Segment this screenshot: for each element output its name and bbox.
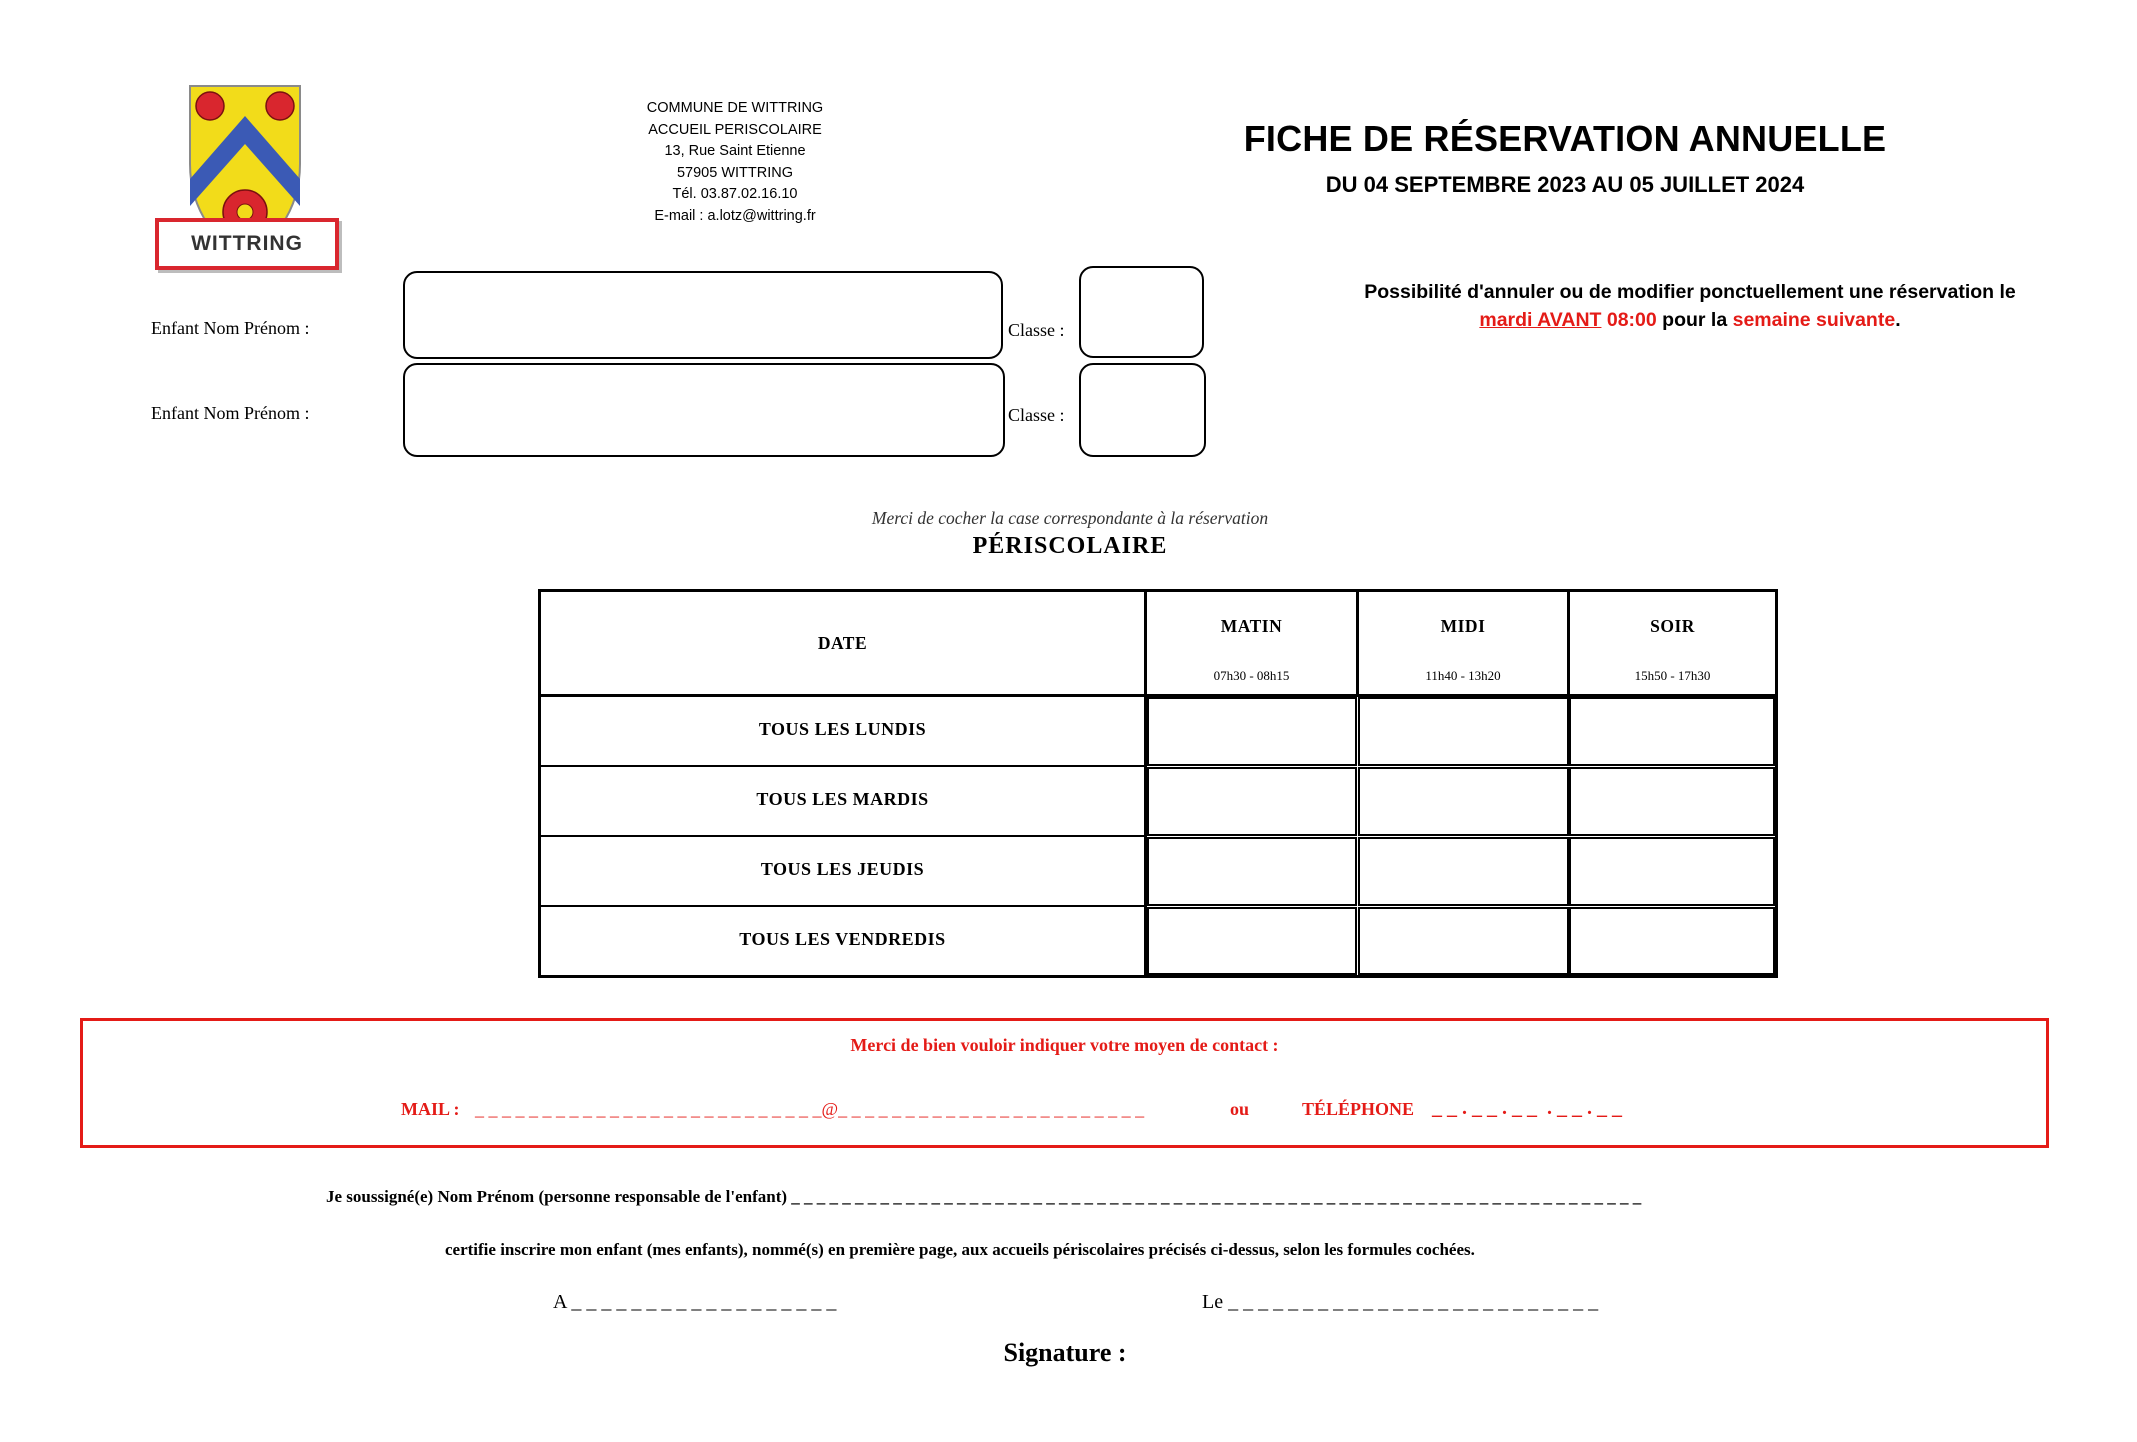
checkbox-mardi-midi[interactable] bbox=[1358, 767, 1569, 836]
row-divider bbox=[541, 905, 1146, 907]
phone-label: TÉLÉPHONE bbox=[1302, 1099, 1415, 1119]
phone-field[interactable]: _ _ . _ _ . _ _ . _ _ . _ _ bbox=[1432, 1097, 1622, 1119]
class-label: Classe : bbox=[1008, 320, 1065, 340]
checkbox-mardi-soir[interactable] bbox=[1569, 767, 1775, 836]
notice-following-week: semaine suivante bbox=[1732, 309, 1896, 331]
day-row-thursday: TOUS LES JEUDIS bbox=[760, 859, 925, 879]
mail-field[interactable]: _ _ _ _ _ _ _ _ _ _ _ _ _ _ _ _ _ _ _ _ _ _ _ _ _ _@_ _ _ _ _ _ _ _ _ _ _ _ _ _ _ _ _ _ _ _ _ _ _ bbox=[475, 1099, 1145, 1119]
child-name-field[interactable] bbox=[403, 271, 1003, 359]
notice-period: . bbox=[1895, 309, 1901, 331]
mail-label: MAIL : bbox=[401, 1099, 460, 1119]
slot-matin-header: MATIN bbox=[1220, 616, 1283, 636]
checkbox-jeudi-midi[interactable] bbox=[1358, 837, 1569, 906]
slot-midi-header: MIDI bbox=[1440, 616, 1486, 636]
section-title: PÉRISCOLAIRE bbox=[972, 533, 1168, 559]
notice-deadline-time: 08:00 bbox=[1601, 309, 1657, 331]
address-email[interactable]: E-mail : a.lotz@wittring.fr bbox=[654, 207, 816, 224]
address-line: ACCUEIL PERISCOLAIRE bbox=[648, 121, 822, 138]
date-column-header: DATE bbox=[817, 633, 868, 653]
row-divider bbox=[541, 765, 1146, 767]
checkbox-vendredi-matin[interactable] bbox=[1147, 907, 1357, 975]
day-row-monday: TOUS LES LUNDIS bbox=[758, 719, 927, 739]
or-separator: ou bbox=[1230, 1099, 1250, 1119]
instruction-text: Merci de cocher la case correspondante à la réservation bbox=[871, 508, 1269, 528]
slot-midi-time: 11h40 - 13h20 bbox=[1425, 668, 1501, 683]
day-row-friday: TOUS LES VENDREDIS bbox=[739, 929, 946, 949]
slot-matin-time: 07h30 - 08h15 bbox=[1213, 668, 1290, 683]
logo-label: WITTRING bbox=[155, 218, 339, 270]
period-subtitle: DU 04 SEPTEMBRE 2023 AU 05 JUILLET 2024 bbox=[1325, 172, 1805, 197]
address-phone: Tél. 03.87.02.16.10 bbox=[672, 186, 798, 202]
commune-address bbox=[600, 98, 870, 227]
address-line: COMMUNE DE WITTRING bbox=[646, 100, 824, 116]
contact-title: Merci de bien vouloir indiquer votre moyen de contact : bbox=[850, 1035, 1279, 1055]
checkbox-vendredi-midi[interactable] bbox=[1358, 907, 1569, 975]
address-line: 13, Rue Saint Etienne bbox=[664, 143, 806, 159]
checkbox-jeudi-matin[interactable] bbox=[1147, 837, 1357, 906]
class-field[interactable] bbox=[1079, 363, 1206, 457]
slot-soir-header: SOIR bbox=[1650, 616, 1695, 636]
reservation-table bbox=[538, 589, 1778, 978]
child-name-label: Enfant Nom Prénom : bbox=[151, 403, 310, 423]
child-name-field[interactable] bbox=[403, 363, 1005, 457]
cancellation-notice bbox=[1260, 278, 2120, 334]
contact-box bbox=[80, 1018, 2049, 1148]
page-title: FICHE DE RÉSERVATION ANNUELLE bbox=[1243, 118, 1887, 159]
certification-text: certifie inscrire mon enfant (mes enfants), nommé(s) en première page, aux accueils périscolaires précisés ci-dessus, selon les formules cochées. bbox=[445, 1240, 1475, 1259]
date-field[interactable]: Le _ _ _ _ _ _ _ _ _ _ _ _ _ _ _ _ _ _ _ _ _ _ _ _ _ bbox=[1202, 1291, 1599, 1313]
place-field[interactable]: A _ _ _ _ _ _ _ _ _ _ _ _ _ _ _ _ _ _ bbox=[553, 1291, 837, 1313]
address-line: 57905 WITTRING bbox=[676, 164, 794, 181]
notice-deadline-day: mardi AVANT bbox=[1479, 309, 1602, 331]
checkbox-jeudi-soir[interactable] bbox=[1569, 837, 1775, 906]
class-label: Classe : bbox=[1008, 405, 1065, 425]
checkbox-vendredi-soir[interactable] bbox=[1569, 907, 1775, 975]
checkbox-mardi-matin[interactable] bbox=[1147, 767, 1357, 836]
slot-soir-time: 15h50 - 17h30 bbox=[1634, 668, 1711, 683]
day-row-tuesday: TOUS LES MARDIS bbox=[756, 789, 929, 809]
checkbox-lundi-midi[interactable] bbox=[1358, 697, 1569, 766]
notice-text: Possibilité d'annuler ou de modifier ponctuellement une réservation le bbox=[1364, 281, 2016, 303]
child-name-label: Enfant Nom Prénom : bbox=[151, 318, 310, 338]
signature-label: Signature : bbox=[1003, 1338, 1127, 1367]
responsible-person-line[interactable]: Je soussigné(e) Nom Prénom (personne responsable de l'enfant) _ _ _ _ _ _ _ _ _ _ _ _ _ _ _ _ _ _ _ _ _ _ _ _ _ _ _ _ _ _ _ _ _ _ _ _ _ _ _ _ _ _ _ _ _ _ _ _ _ _ _ _ _ _ _ _ _ _ _ _ _ _ _ _ _ _ _ bbox=[326, 1187, 1642, 1206]
checkbox-lundi-soir[interactable] bbox=[1569, 697, 1775, 766]
row-divider bbox=[541, 835, 1146, 837]
notice-text-mid: pour la bbox=[1656, 309, 1733, 331]
checkbox-lundi-matin[interactable] bbox=[1147, 697, 1357, 766]
class-field[interactable] bbox=[1079, 266, 1204, 358]
